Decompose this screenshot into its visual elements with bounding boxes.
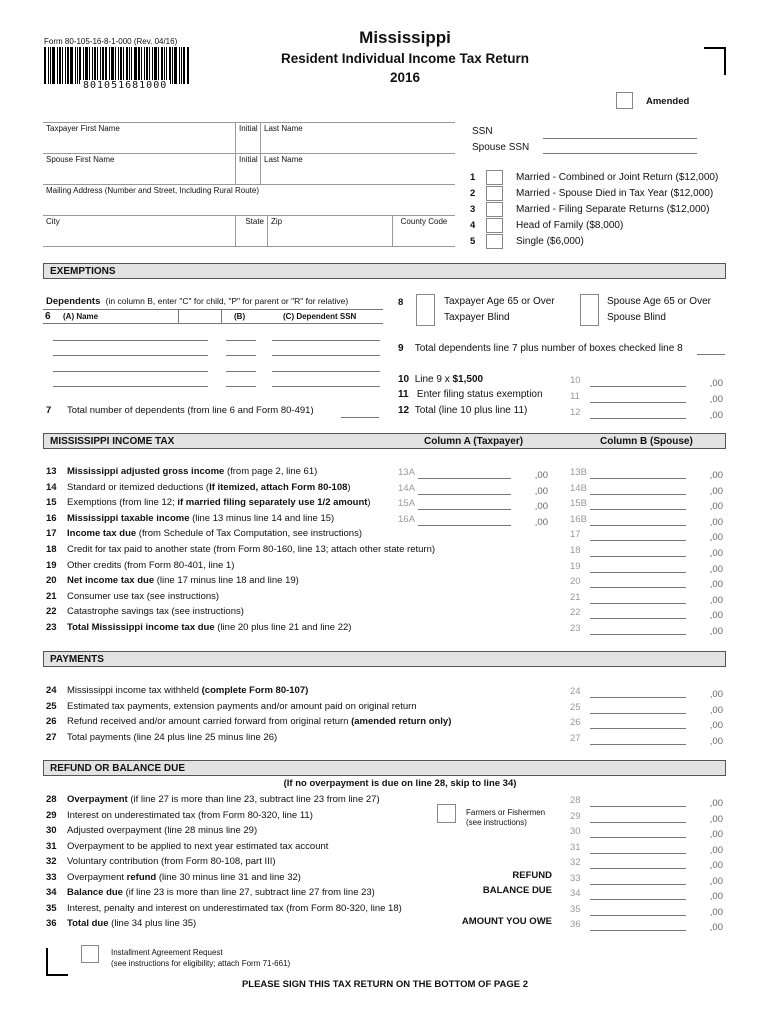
taxpayer-age65-label: Taxpayer Age 65 or Over [444,296,555,307]
line-16b-amount[interactable]: 16B ,00 [570,513,723,528]
line-24-amount[interactable]: 24 ,00 [570,686,723,700]
dependents-table-header: 6 (A) Name (B) (C) Dependent SSN [43,309,383,324]
income-line-13: 13 Mississippi adjusted gross income (from page 2, line 61) [46,466,318,477]
refund-line-35: 35 Interest, penalty and interest on underestimated tax (from Form 80-320, line 18) [46,902,402,914]
income-line-21: 21 Consumer use tax (see instructions) [46,590,220,602]
taxpayer-info-grid [43,122,455,246]
tax-year: 2016 [389,70,421,85]
spouse-blind-label: Spouse Blind [607,312,666,323]
dependent-ssn-3[interactable] [272,371,380,372]
dependents-heading: Dependents (in column B, enter "C" for child, "P" for parent or "R" for relative) [46,296,349,307]
refund-line-31: 31 Overpayment to be applied to next year estimated tax account [46,840,329,852]
dependent-name-2[interactable] [53,355,208,356]
barcode-number: 801051681000 [80,80,170,91]
line-28-amount[interactable]: 28 ,00 [570,795,723,809]
refund-line-36: 36 Total due (line 34 plus line 35) [46,918,197,929]
line-13b-amount[interactable]: 13B ,00 [570,467,723,481]
line-20-amount[interactable]: 20 ,00 [570,576,723,591]
line-32-amount[interactable]: 32 ,00 [570,857,723,871]
line-11: 11 Enter filing status exemption [398,389,543,400]
amended-checkbox[interactable] [616,92,633,109]
mailing-address-field[interactable]: Mailing Address (Number and Street, Including Rural Route) [43,185,455,216]
line-12-amount[interactable]: 12 ,00 [570,407,723,421]
line-16a-amount[interactable]: 16A ,00 [398,513,548,528]
payments-header: PAYMENTS [43,651,726,667]
payment-line-24: 24 Mississippi income tax withheld (complete Form 80-107) [46,685,309,696]
income-line-14: 14 Standard or itemized deductions (If itemized, attach Form 80-108) [46,481,351,493]
income-line-19: 19 Other credits (from Form 80-401, line 1) [46,559,235,571]
refund-label: REFUND [512,870,552,881]
refund-line-28: 28 Overpayment (if line 27 is more than line 23, subtract line 23 from line 27) [46,794,380,805]
line-9: 9 Total dependents line 7 plus number of boxes checked line 8 [398,343,683,354]
column-a-heading: Column A (Taxpayer) [424,436,524,447]
line-34-amount[interactable]: 34 ,00 [570,888,723,902]
refund-line-33: 33 Overpayment refund (line 30 minus line 31 and line 32) [46,871,301,883]
line-22-amount[interactable]: 22 ,00 [570,607,723,622]
dependent-name-3[interactable] [53,371,208,372]
line-31-amount[interactable]: 31 ,00 [570,841,723,856]
line-9-input[interactable] [697,354,725,355]
spouse-ssn-label: Spouse SSN [472,142,530,153]
installment-checkbox[interactable] [81,945,99,963]
line-15b-amount[interactable]: 15B ,00 [570,498,723,513]
farmers-note: (see instructions) [466,818,527,827]
line-12: 12 Total (line 10 plus line 11) [398,405,528,416]
line-11-amount[interactable]: 11 ,00 [570,391,723,405]
taxpayer-initial-field[interactable]: Initial [236,123,261,154]
line-36-amount[interactable]: 36 ,00 [570,919,723,933]
dependent-type-2[interactable] [226,355,256,356]
col-b-divider [178,310,222,324]
refund-line-30: 30 Adjusted overpayment (line 28 minus line 29) [46,825,258,836]
zip-field[interactable]: Zip [268,216,393,247]
line-25-amount[interactable]: 25 ,00 [570,701,723,716]
dependent-type-4[interactable] [226,386,256,387]
line-8-num: 8 [398,297,404,308]
spouse-last-name-field[interactable]: Last Name [261,154,455,185]
ssn-label: SSN [472,126,493,137]
refund-note: (If no overpayment is due on line 28, skip to line 34) [283,778,517,789]
line-26-amount[interactable]: 26 ,00 [570,717,723,731]
line-14b-amount[interactable]: 14B ,00 [570,482,723,497]
dependent-ssn-2[interactable] [272,355,380,356]
page-title: Resident Individual Income Tax Return [280,51,530,66]
refund-line-32: 32 Voluntary contribution (from Form 80-108, part III) [46,856,276,867]
line-10: 10 Line 9 x $1,500 [398,374,484,385]
payment-line-27: 27 Total payments (line 24 plus line 25 minus line 26) [46,731,278,743]
balance-due-label: BALANCE DUE [482,885,552,896]
state-title: Mississippi [359,28,451,47]
refund-line-29: 29 Interest on underestimated tax (from Form 80-320, line 11) [46,809,313,821]
income-line-20: 20 Net income tax due (line 17 minus line 18 and line 19) [46,575,299,587]
income-line-22: 22 Catastrophe savings tax (see instructions) [46,606,244,618]
amended-label: Amended [646,96,690,107]
ssn-input[interactable] [543,138,697,139]
line-10-amount[interactable]: 10 ,00 [570,375,723,389]
line-33-amount[interactable]: 33 ,00 [570,872,723,887]
line-30-amount[interactable]: 30 ,00 [570,826,723,840]
refund-header: REFUND OR BALANCE DUE [43,760,726,776]
taxpayer-first-name-field[interactable]: Taxpayer First Name [43,123,236,154]
line-14a-amount[interactable]: 14A ,00 [398,482,548,497]
line-15a-amount[interactable]: 15A ,00 [398,498,548,513]
farmers-checkbox[interactable] [437,804,456,823]
taxpayer-age-blind-checkbox[interactable] [416,294,435,326]
corner-mark-bottom [46,948,68,976]
exemptions-header: EXEMPTIONS [43,263,726,279]
spouse-ssn-input[interactable] [543,153,697,154]
line-21-amount[interactable]: 21 ,00 [570,591,723,606]
income-line-17: 17 Income tax due (from Schedule of Tax Computation, see instructions) [46,528,362,540]
spouse-initial-field[interactable]: Initial [236,154,261,185]
taxpayer-blind-label: Taxpayer Blind [444,312,510,323]
line-7-input[interactable] [341,417,379,418]
amount-owe-label: AMOUNT YOU OWE [461,916,552,927]
city-field[interactable]: City [43,216,236,247]
line-19-amount[interactable]: 19 ,00 [570,560,723,575]
line-13a-amount[interactable]: 13A ,00 [398,467,548,481]
installment-note: (see instructions for eligibility; attach Form 71-661) [111,959,291,968]
state-field[interactable]: State [236,216,268,247]
form-id: Form 80-105-16-8-1-000 (Rev. 04/16) [44,37,178,46]
line-35-amount[interactable]: 35 ,00 [570,903,723,918]
installment-label: Installment Agreement Request [111,948,223,957]
income-line-23: 23 Total Mississippi income tax due (line 20 plus line 21 and line 22) [46,622,352,633]
dependent-type-3[interactable] [226,371,256,372]
dependent-ssn-1[interactable] [272,340,380,341]
line-7: 7 Total number of dependents (from line 6 and Form 80-491) [46,405,314,416]
line-17-amount[interactable]: 17 ,00 [570,529,723,544]
dependent-name-4[interactable] [53,386,208,387]
line-23-amount[interactable]: 23 ,00 [570,623,723,637]
column-b-heading: Column B (Spouse) [600,436,693,447]
income-tax-header: MISSISSIPPI INCOME TAX Column A (Taxpayer) Column B (Spouse) [43,433,726,449]
spouse-age65-label: Spouse Age 65 or Over [607,296,711,307]
corner-mark-top [704,47,726,75]
spouse-first-name-field[interactable]: Spouse First Name [43,154,236,185]
dependent-ssn-4[interactable] [272,386,380,387]
dependent-name-1[interactable] [53,340,208,341]
county-code-field[interactable]: County Code [393,216,455,247]
line-18-amount[interactable]: 18 ,00 [570,545,723,559]
taxpayer-last-name-field[interactable]: Last Name [261,123,455,154]
payment-line-26: 26 Refund received and/or amount carried forward from original return (amended return only) [46,716,452,727]
dependent-type-1[interactable] [226,340,256,341]
income-line-18: 18 Credit for tax paid to another state (from Form 80-160, line 13; attach other state return) [46,544,436,555]
income-line-15: 15 Exemptions (from line 12; if married filing separately use 1/2 amount) [46,497,371,509]
farmers-label: Farmers or Fishermen [466,808,546,817]
spouse-age-blind-checkbox[interactable] [580,294,599,326]
line-27-amount[interactable]: 27 ,00 [570,732,723,747]
sign-instruction: PLEASE SIGN THIS TAX RETURN ON THE BOTTOM OF PAGE 2 [241,979,529,990]
income-line-16: 16 Mississippi taxable income (line 13 minus line 14 and line 15) [46,512,335,524]
line-29-amount[interactable]: 29 ,00 [570,810,723,825]
refund-line-34: 34 Balance due (if line 23 is more than line 27, subtract line 27 from line 23) [46,887,375,898]
payment-line-25: 25 Estimated tax payments, extension payments and/or amount paid on original return [46,700,417,712]
